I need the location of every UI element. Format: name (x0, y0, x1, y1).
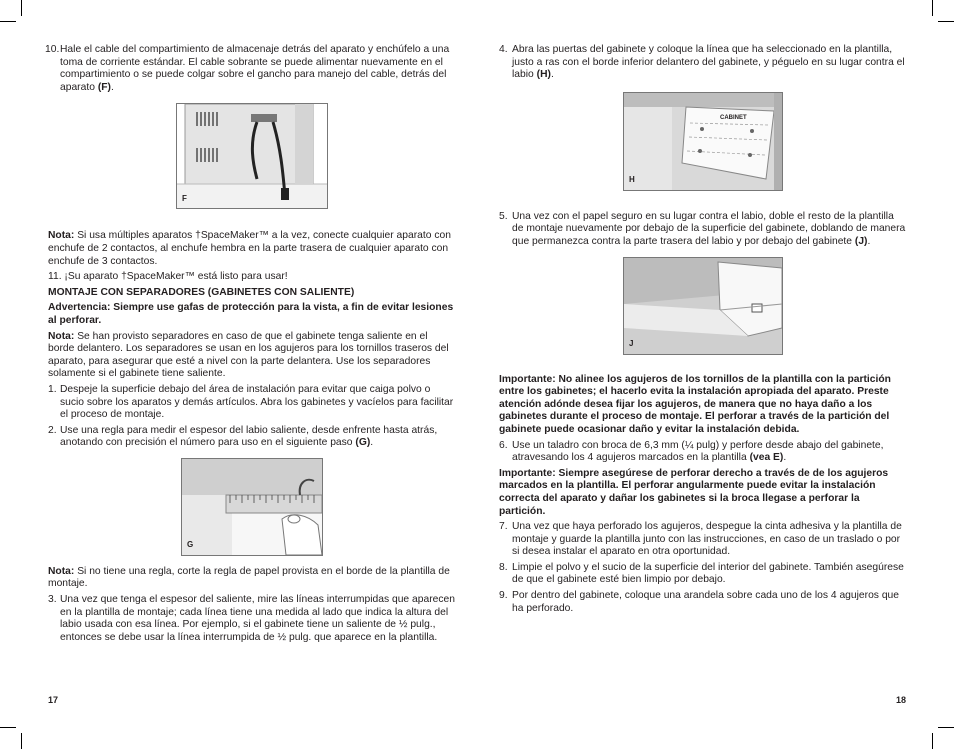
right-page (499, 44, 907, 618)
step-text: Abra las puertas del gabinete y coloque la línea que ha seleccionado en la plantilla, justo a ras con el borde inferior delantero del gabinete, y péguelo en su lugar contra el labio (512, 44, 905, 81)
note-text: Si usa múltiples aparatos †SpaceMaker™ a la vez, conecte cualquier aparato con enchufe de 2 contactos, al enchufe hembra en la parte trasera de cualquier aparato con enchufe de 3 contactos. (48, 230, 451, 267)
crop-mark (932, 0, 933, 16)
note-2 (48, 331, 456, 381)
section-heading: MONTAJE CON SEPARADORES (GABINETES CON SALIENTE) (48, 286, 355, 298)
step-number: 6. (499, 439, 508, 451)
step-8 (499, 562, 907, 587)
step-3 (48, 594, 456, 644)
step-11: 11. ¡Su aparato †SpaceMaker™ está listo para usar! (48, 271, 288, 283)
step-text: Use una regla para medir el espesor del labio saliente, desde enfrente hasta atrás, anotando con precisión el número para uso en el siguiente paso (60, 424, 438, 449)
figure-ref: (F) (97, 81, 111, 93)
step-number: 7. (499, 521, 508, 533)
figure-label: G (187, 540, 194, 550)
crop-mark (21, 733, 22, 749)
page-number: 18 (895, 695, 906, 705)
step-7 (499, 521, 907, 559)
step-5: 5. Una vez con el papel seguro en su lugar contra el labio, doble el resto de la plantilla de montaje nuevamente por debajo de la superficie del gabinete, doblando de manera que permanezca contra la parte trasera del labio y por debajo del gabinete (J). (499, 210, 906, 247)
crop-mark (932, 733, 933, 749)
note-label: Nota: (48, 230, 75, 242)
appliance-back-illustration (177, 104, 327, 208)
figure-label: J (629, 338, 634, 348)
note-3 (48, 566, 456, 591)
important-note-2: Importante: Siempre asegúrese de perforar derecho a través de de los agujeros marcados en la plantilla. El perforar angularmente puede evitar la instalación correcta del aparato y dañar los gabinetes si la broca llegase a perforar la partición. (499, 467, 889, 517)
step-text: Despeje la superficie debajo del área de instalación para evitar que caiga polvo o sucio sobre los aparatos y demás artículos. Abra los gabinetes y vacíelos para facilitar el proceso de montaje. (60, 383, 454, 421)
step-text: Una vez que haya perforado los agujeros, despegue la cinta adhesiva y la plantilla de montaje y guarde la plantilla junto con las instrucciones, en caso de un traslado o por si desea instalar el aparato en otra oportunidad. (512, 521, 902, 558)
step-number: 2. (48, 424, 57, 436)
step-9 (499, 590, 907, 615)
figure-h (623, 92, 783, 191)
step-number: 9. (499, 590, 508, 602)
crop-mark (21, 0, 22, 16)
crop-mark (938, 21, 954, 22)
step-number: 5. (499, 210, 508, 222)
figure-g (181, 458, 323, 556)
step-number: 1. (48, 383, 57, 395)
note-label: Nota: (48, 565, 75, 577)
cabinet-label: CABINET (720, 114, 747, 121)
step-text: Por dentro del gabinete, coloque una arandela sobre cada uno de los 4 agujeros que ha perforado. (512, 590, 899, 614)
step-text: Una vez con el papel seguro en su lugar contra el labio, doble el resto de la plantilla de montaje nuevamente por debajo de la superficie del gabinete, doblando de manera que permanezca contra la parte trasera del labio y por debajo del gabinete (512, 210, 906, 247)
note-label: Nota: (48, 330, 75, 342)
step-4: 4. Abra las puertas del gabinete y coloque la línea que ha seleccionado en la plantilla, justo a ras con el borde inferior delantero del gabinete, y péguelo en su lugar contra el labio (H). (499, 44, 905, 81)
step-6: 6. Use un taladro con broca de 6,3 mm (¼ pulg) y perfore desde abajo del gabinete, atravesando los 4 agujeros marcados en la plantilla (vea E). (499, 439, 884, 464)
crop-mark (938, 727, 954, 728)
step-text: Una vez que tenga el espesor del saliente, mire las líneas interrumpidas que aparecen en la plantilla de montaje; cada línea tiene una medida al lado que indica la altura del labio usada con esa línea. Por ejemplo, si el gabinete tiene un saliente de ½ pulg., entonces se debe usar la línea interrumpida de ½ pulg. que aparece en la plantilla. (60, 594, 455, 643)
page-number: 17 (48, 695, 59, 705)
figure-ref: (G) (355, 437, 371, 449)
note-text: Si no tiene una regla, corte la regla de papel provista en el borde de la plantilla de montaje. (48, 565, 450, 590)
ruler-measure-illustration (182, 459, 322, 555)
figure-ref: (vea E) (749, 452, 784, 464)
step-1 (48, 384, 456, 422)
note-1 (48, 230, 456, 268)
step-number: 4. (499, 44, 508, 55)
step-number: 8. (499, 561, 508, 573)
crop-mark (0, 21, 16, 22)
figure-f (176, 103, 328, 209)
crop-mark (0, 727, 16, 728)
warning-text: Advertencia: Siempre use gafas de protección para la vista, a fin de evitar lesiones al perforar. (48, 302, 454, 326)
step-text: Limpie el polvo y el sucio de la superficie del interior del gabinete. También asegúrese de que el gabinete esté bien limpio por debajo. (512, 561, 904, 586)
step-text: Hale el cable del compartimiento de almacenaje detrás del aparato y enchúfelo a una toma de corriente estándar. El cable sobrante se puede alimentar nuevamente en el compartimiento o se puede colgar sobre el gancho para manejo del cable, detrás del aparato (60, 44, 450, 93)
important-note-1: Importante: No alinee los agujeros de los tornillos de la plantilla con la partición entre los gabinetes; el hacerlo evita la instalación apropiada del aparato. Preste atención adónde desea fijar los agujeros, de manera que no haya daño a los gabinetes durante el proceso de montaje. El perforar a través de la partición del gabinete puede ocasionar daño y evitar la instalación debida. (499, 373, 891, 435)
template-on-cabinet-illustration (624, 93, 782, 190)
figure-ref: (H) (536, 69, 551, 81)
step-10: 10. Hale el cable del compartimiento de almacenaje detrás del aparato y enchúfelo a una toma de corriente estándar. El cable sobrante se puede alimentar nuevamente en el compartimiento o se puede colgar sobre el gancho para manejo del cable, detrás del aparato (F). (45, 44, 450, 93)
figure-j (623, 257, 783, 355)
step-2: 2. Use una regla para medir el espesor del labio saliente, desde enfrente hasta atrás, anotando con precisión el número para uso en el siguiente paso (G). (48, 424, 438, 449)
step-number: 3. (48, 594, 57, 606)
figure-ref: (J) (854, 235, 868, 247)
note-text: Se han provisto separadores en caso de que el gabinete tenga saliente en el borde delantero. Los separadores se usan en los agujeros para los tornillos traseros del aparato, para asegurar que esté a nivel con la parte delantera. Use los separadores solamente si el gabinete tiene saliente. (48, 330, 449, 380)
figure-label: H (629, 175, 635, 185)
step-text: Use un taladro con broca de 6,3 mm (¼ pulg) y perfore desde abajo del gabinete, atravesando los 4 agujeros marcados en la plantilla (512, 439, 884, 464)
step-number: 10. (45, 44, 60, 55)
figure-label: F (182, 193, 187, 203)
left-page (45, 44, 456, 647)
template-under-cabinet-illustration (624, 258, 782, 354)
